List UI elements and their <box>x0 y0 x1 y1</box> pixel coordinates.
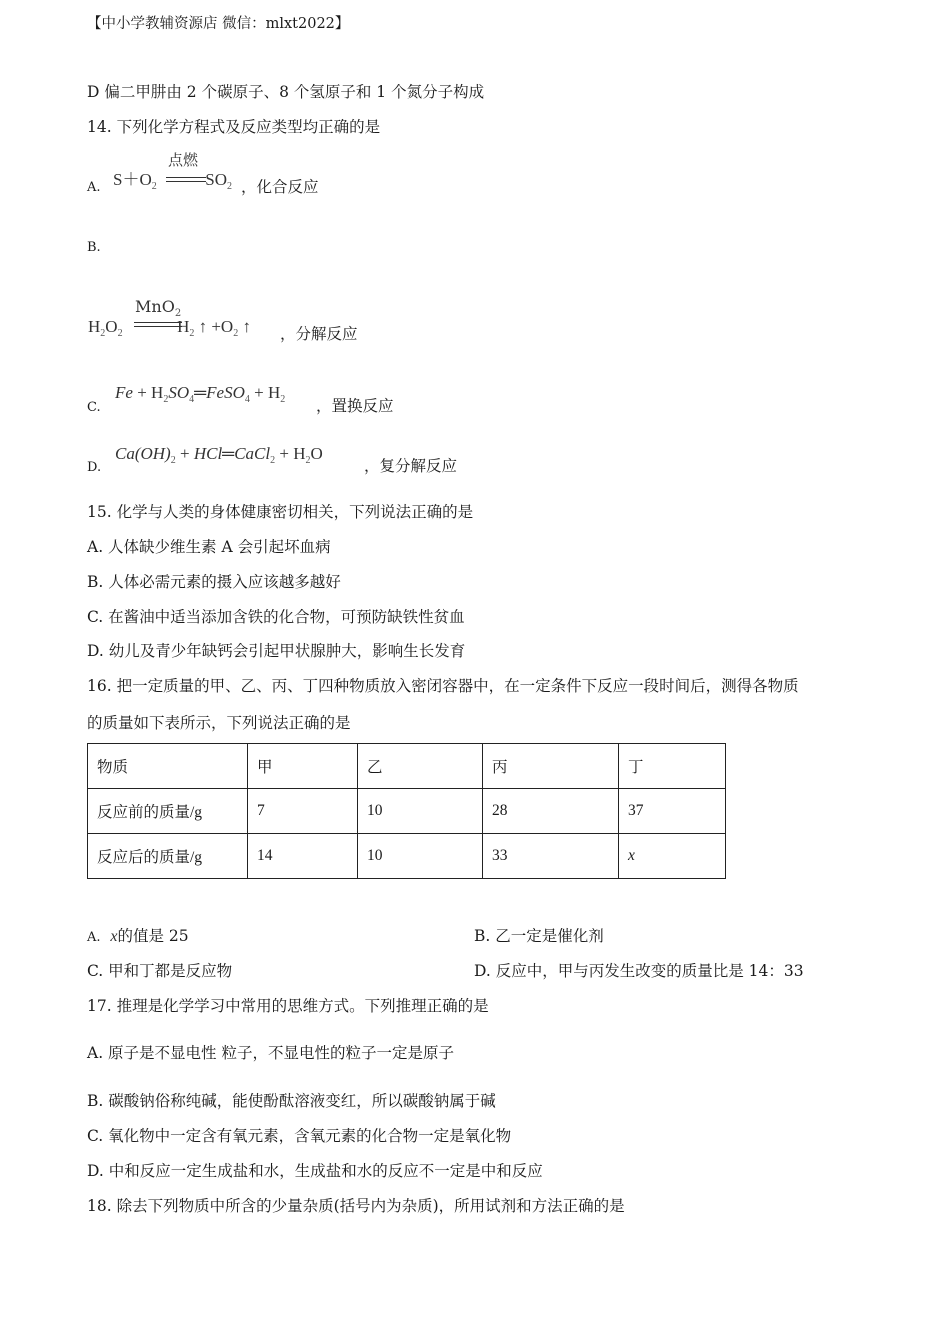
table-row <box>88 789 726 834</box>
q15-option-a: A. 人体缺少维生素 A 会引起坏血病 <box>87 538 331 556</box>
table-cell: 14 <box>248 834 358 879</box>
table-cell: 10 <box>358 789 483 834</box>
q14-b-condition: MnO$_2$ <box>135 297 182 319</box>
q14-c-label: C. <box>87 400 101 415</box>
page-header: 【中小学教辅资源店 微信：mlxt2022】 <box>87 16 350 32</box>
q14-stem: 14. 下列化学方程式及反应类型均正确的是 <box>87 118 381 136</box>
table-cell: 甲 <box>248 744 358 789</box>
q16-option-c: C. 甲和丁都是反应物 <box>87 962 233 980</box>
table-cell: 物质 <box>88 744 248 789</box>
q16-stem-line2: 的质量如下表所示，下列说法正确的是 <box>87 714 351 732</box>
q17-option-c: C. 氧化物中一定含有氧元素，含氧元素的化合物一定是氧化物 <box>87 1127 512 1145</box>
table-cell: 33 <box>483 834 619 879</box>
q14-b-equals-sign <box>134 322 182 327</box>
q14-a-equation: $S+O_2$ $SO_2$ <box>113 170 232 192</box>
q14-d-equation: $Ca(OH)_2$ + HCl═CaCl$_2$ + $H_2O$ <box>115 444 323 466</box>
q16-stem-line1: 16. 把一定质量的甲、乙、丙、丁四种物质放入密闭容器中，在一定条件下反应一段时间后，测得各物质 <box>87 677 799 695</box>
table-cell: x <box>619 834 726 879</box>
table-cell: 10 <box>358 834 483 879</box>
mass-table <box>87 743 726 879</box>
q17-option-d: D. 中和反应一定生成盐和水，生成盐和水的反应不一定是中和反应 <box>87 1162 543 1180</box>
q17-stem: 17. 推理是化学学习中常用的思维方式。下列推理正确的是 <box>87 997 489 1015</box>
table-cell: 乙 <box>358 744 483 789</box>
q14-b-label: B. <box>87 240 101 255</box>
q14-a-equals-sign <box>166 177 206 182</box>
q15-option-b: B. 人体必需元素的摄入应该越多越好 <box>87 573 341 591</box>
q15-option-d: D. 幼儿及青少年缺钙会引起甲状腺肿大，影响生长发育 <box>87 642 466 660</box>
q14-d-label: D. <box>87 460 102 475</box>
q14-a-type: ，化合反应 <box>241 178 319 196</box>
table-cell: 反应前的质量/g <box>88 789 248 834</box>
table-cell: 7 <box>248 789 358 834</box>
q16-option-d: D. 反应中，甲与丙发生改变的质量比是 14：33 <box>474 962 804 980</box>
q15-option-c: C. 在酱油中适当添加含铁的化合物，可预防缺铁性贫血 <box>87 608 465 626</box>
q16-option-a: A. x的值是 25 <box>87 927 189 945</box>
table-cell: 28 <box>483 789 619 834</box>
q17-option-b: B. 碳酸钠俗称纯碱，能使酚酞溶液变红，所以碳酸钠属于碱 <box>87 1092 496 1110</box>
table-row <box>88 834 726 879</box>
q14-a-label: A. <box>87 180 101 195</box>
q17-option-a: A. 原子是不显电性 粒子，不显电性的粒子一定是原子 <box>87 1044 454 1062</box>
q18-stem: 18. 除去下列物质中所含的少量杂质(括号内为杂质)，所用试剂和方法正确的是 <box>87 1197 625 1215</box>
q14-d-type: ，复分解反应 <box>364 457 458 475</box>
q16-option-b: B. 乙一定是催化剂 <box>474 927 604 945</box>
q14-a-condition: 点燃 <box>168 151 199 169</box>
q14-b-type: ，分解反应 <box>280 325 358 343</box>
table-cell: 丙 <box>483 744 619 789</box>
q14-c-equation: $Fe + H_2SO_4═FeSO_4 + H_2$ <box>115 383 286 405</box>
table-cell: 丁 <box>619 744 726 789</box>
table-cell: 反应后的质量/g <box>88 834 248 879</box>
q15-stem: 15. 化学与人类的身体健康密切相关，下列说法正确的是 <box>87 503 474 521</box>
table-header-row <box>88 744 726 789</box>
q13-option-d: D 偏二甲肼由 2 个碳原子、8 个氢原子和 1 个氮分子构成 <box>87 83 485 101</box>
q14-c-type: ，置换反应 <box>316 397 394 415</box>
table-cell: 37 <box>619 789 726 834</box>
q14-b-equation: $H_2O_2$ $H_2$ ↑ $+O_2$ ↑ <box>88 317 251 339</box>
